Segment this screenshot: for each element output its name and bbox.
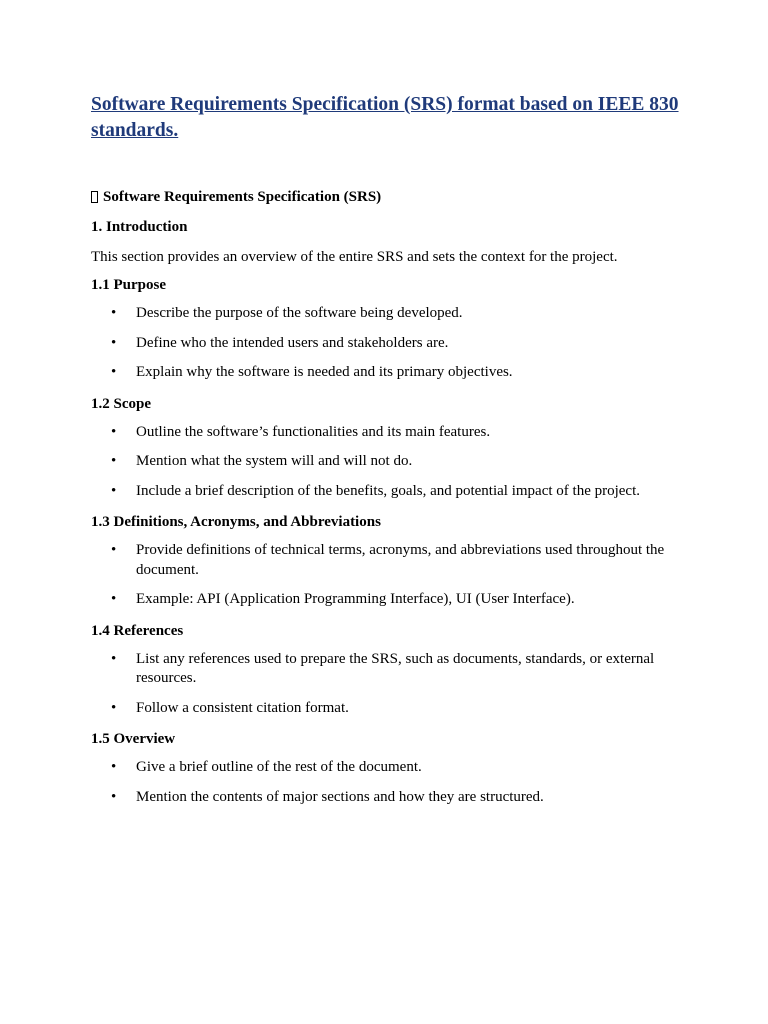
section-heading-references: 1.4 References <box>91 622 184 639</box>
section-heading-overview: 1.5 Overview <box>91 731 176 747</box>
list-item: • List any references used to prepare the SRS, such as documents, standards, or external resources. <box>111 650 655 686</box>
list-item: • Follow a consistent citation format. <box>91 699 681 719</box>
list-item: • Example: API (Application Programming Interface), UI (User Interface). <box>91 590 681 610</box>
list-item: • Describe the purpose of the software being developed. <box>91 304 681 324</box>
bullet-icon: • <box>111 453 117 469</box>
list-item: • Define who the intended users and stakeholders are. <box>91 334 681 354</box>
bullet-icon: • <box>111 591 117 607</box>
section-heading-scope: 1.2 Scope <box>91 395 151 412</box>
overview-list <box>91 758 681 807</box>
list-item: • Outline the software’s functionalities and its main features. <box>91 423 681 443</box>
section-heading-purpose: 1.1 Purpose <box>91 277 166 293</box>
list-item: • Mention what the system will and will not do. <box>91 452 681 472</box>
introduction-paragraph: This section provides an overview of the entire SRS and sets the context for the project. <box>91 249 618 265</box>
list-item: • Give a brief outline of the rest of the document. <box>91 758 681 778</box>
section-heading-introduction: 1. Introduction <box>91 219 188 235</box>
srs-heading <box>91 188 681 206</box>
bullet-icon: • <box>111 334 117 351</box>
bullet-icon: • <box>111 759 117 775</box>
bullet-icon: • <box>111 699 117 716</box>
bullet-icon: • <box>111 423 117 440</box>
bullet-icon: • <box>111 364 117 380</box>
list-item: • Explain why the software is needed and its primary objectives. <box>91 363 681 383</box>
list-item: • Mention the contents of major sections and how they are structured. <box>91 788 681 808</box>
list-item: • Include a brief description of the benefits, goals, and potential impact of the project. <box>91 482 681 502</box>
document-page <box>91 92 681 807</box>
bullet-icon: • <box>111 788 117 805</box>
purpose-list <box>91 304 681 383</box>
section-heading-definitions: 1.3 Definitions, Acronyms, and Abbreviations <box>91 514 381 530</box>
list-item: • Provide definitions of technical terms, acronyms, and abbreviations used throughout the document. <box>111 542 665 578</box>
bullet-icon: • <box>111 542 117 558</box>
references-list <box>91 650 681 719</box>
bullet-icon: • <box>111 305 117 321</box>
definitions-list <box>91 541 681 610</box>
bullet-icon: • <box>111 482 117 499</box>
bullet-icon: • <box>111 650 117 667</box>
srs-heading-text: Software Requirements Specification (SRS) <box>103 189 382 205</box>
missing-glyph-icon <box>91 191 98 203</box>
document-title[interactable]: Software Requirements Specification (SRS) format based on IEEE 830 standards. <box>91 94 679 141</box>
scope-list <box>91 423 681 502</box>
